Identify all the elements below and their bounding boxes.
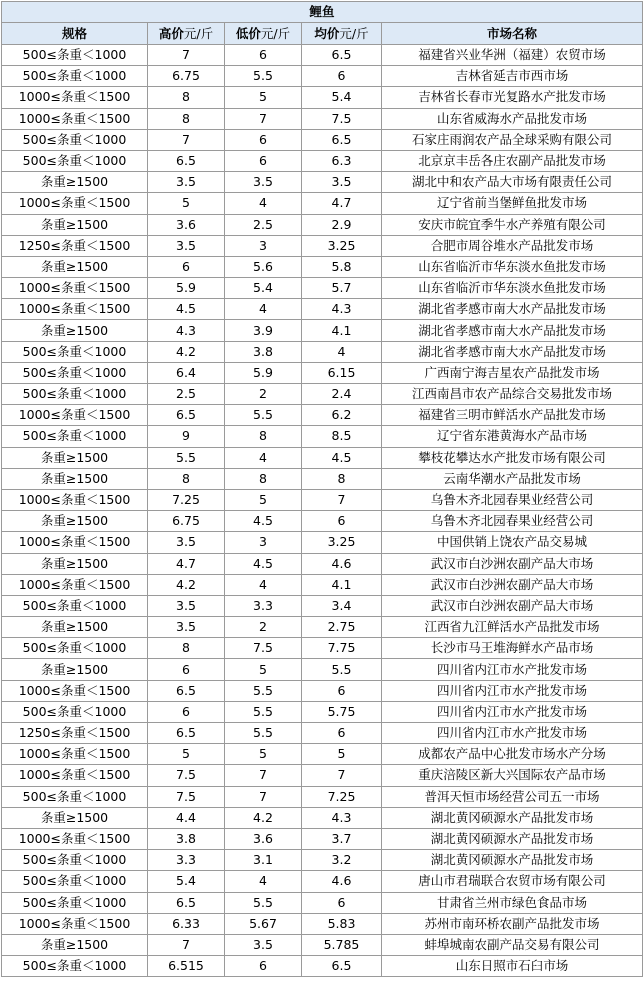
cell-high: 4.2 bbox=[148, 574, 225, 595]
cell-low: 3 bbox=[225, 235, 302, 256]
cell-high: 6.33 bbox=[148, 913, 225, 934]
cell-avg: 4.3 bbox=[302, 299, 382, 320]
cell-avg: 7 bbox=[302, 489, 382, 510]
cell-high: 6.4 bbox=[148, 362, 225, 383]
cell-spec: 500≤条重＜1000 bbox=[2, 66, 148, 87]
cell-market: 湖北省孝感市南大水产品批发市场 bbox=[382, 320, 643, 341]
cell-market: 合肥市周谷堆水产品批发市场 bbox=[382, 235, 643, 256]
table-row bbox=[2, 468, 643, 489]
cell-low: 5.5 bbox=[225, 680, 302, 701]
cell-low: 3.6 bbox=[225, 828, 302, 849]
cell-avg: 4.5 bbox=[302, 447, 382, 468]
cell-low: 4 bbox=[225, 193, 302, 214]
cell-low: 4 bbox=[225, 299, 302, 320]
cell-spec: 500≤条重＜1000 bbox=[2, 362, 148, 383]
cell-low: 3.1 bbox=[225, 850, 302, 871]
cell-market: 重庆涪陵区新大兴国际农产品市场 bbox=[382, 765, 643, 786]
cell-market: 普洱天恒市场经营公司五一市场 bbox=[382, 786, 643, 807]
cell-high: 7 bbox=[148, 934, 225, 955]
cell-spec: 1000≤条重＜1500 bbox=[2, 765, 148, 786]
cell-market: 武汉市白沙洲农副产品大市场 bbox=[382, 553, 643, 574]
cell-low: 4 bbox=[225, 574, 302, 595]
header-low-label: 低价 bbox=[235, 25, 261, 41]
table-row bbox=[2, 956, 643, 977]
cell-avg: 5.75 bbox=[302, 701, 382, 722]
cell-low: 5.4 bbox=[225, 278, 302, 299]
cell-spec: 1000≤条重＜1500 bbox=[2, 299, 148, 320]
cell-avg: 4.1 bbox=[302, 320, 382, 341]
cell-high: 6.5 bbox=[148, 892, 225, 913]
cell-high: 6 bbox=[148, 256, 225, 277]
cell-high: 4.4 bbox=[148, 807, 225, 828]
table-row bbox=[2, 871, 643, 892]
cell-high: 6 bbox=[148, 701, 225, 722]
cell-avg: 5.4 bbox=[302, 87, 382, 108]
cell-market: 四川省内江市水产批发市场 bbox=[382, 701, 643, 722]
cell-spec: 500≤条重＜1000 bbox=[2, 956, 148, 977]
header-market: 市场名称 bbox=[382, 23, 643, 45]
table-row bbox=[2, 87, 643, 108]
cell-high: 3.5 bbox=[148, 235, 225, 256]
table-row bbox=[2, 150, 643, 171]
cell-spec: 500≤条重＜1000 bbox=[2, 595, 148, 616]
cell-high: 3.5 bbox=[148, 172, 225, 193]
table-row bbox=[2, 214, 643, 235]
cell-high: 4.3 bbox=[148, 320, 225, 341]
cell-spec: 500≤条重＜1000 bbox=[2, 45, 148, 66]
cell-market: 辽宁省前当堡鲜鱼批发市场 bbox=[382, 193, 643, 214]
cell-avg: 4.6 bbox=[302, 553, 382, 574]
cell-avg: 6 bbox=[302, 511, 382, 532]
cell-spec: 500≤条重＜1000 bbox=[2, 786, 148, 807]
cell-high: 2.5 bbox=[148, 384, 225, 405]
cell-spec: 500≤条重＜1000 bbox=[2, 638, 148, 659]
cell-spec: 条重≥1500 bbox=[2, 468, 148, 489]
table-row bbox=[2, 320, 643, 341]
cell-high: 6.5 bbox=[148, 680, 225, 701]
cell-avg: 6.5 bbox=[302, 45, 382, 66]
cell-low: 3.3 bbox=[225, 595, 302, 616]
cell-market: 云南华潮水产品批发市场 bbox=[382, 468, 643, 489]
cell-market: 安庆市皖宜季牛水产养殖有限公司 bbox=[382, 214, 643, 235]
cell-market: 四川省内江市水产批发市场 bbox=[382, 680, 643, 701]
table-row bbox=[2, 574, 643, 595]
cell-spec: 1000≤条重＜1500 bbox=[2, 87, 148, 108]
cell-spec: 1000≤条重＜1500 bbox=[2, 532, 148, 553]
table-row bbox=[2, 66, 643, 87]
table-row bbox=[2, 723, 643, 744]
header-high bbox=[148, 23, 225, 45]
header-high-label: 高价 bbox=[158, 25, 184, 41]
cell-low: 8 bbox=[225, 426, 302, 447]
cell-high: 6.5 bbox=[148, 405, 225, 426]
cell-avg: 6 bbox=[302, 723, 382, 744]
cell-spec: 500≤条重＜1000 bbox=[2, 701, 148, 722]
cell-avg: 4.6 bbox=[302, 871, 382, 892]
cell-high: 3.6 bbox=[148, 214, 225, 235]
cell-high: 5.4 bbox=[148, 871, 225, 892]
cell-high: 8 bbox=[148, 638, 225, 659]
table-row bbox=[2, 786, 643, 807]
header-avg bbox=[302, 23, 382, 45]
cell-market: 甘肃省兰州市绿色食品市场 bbox=[382, 892, 643, 913]
cell-low: 4.5 bbox=[225, 511, 302, 532]
cell-high: 4.7 bbox=[148, 553, 225, 574]
cell-high: 4.2 bbox=[148, 341, 225, 362]
cell-spec: 条重≥1500 bbox=[2, 172, 148, 193]
cell-market: 吉林省长春市光复路水产批发市场 bbox=[382, 87, 643, 108]
cell-spec: 条重≥1500 bbox=[2, 553, 148, 574]
cell-market: 湖北黄冈硕源水产品批发市场 bbox=[382, 850, 643, 871]
cell-high: 3.5 bbox=[148, 617, 225, 638]
cell-spec: 1000≤条重＜1500 bbox=[2, 680, 148, 701]
cell-avg: 4.3 bbox=[302, 807, 382, 828]
table-row bbox=[2, 828, 643, 849]
cell-avg: 6.15 bbox=[302, 362, 382, 383]
table-row bbox=[2, 426, 643, 447]
cell-market: 辽宁省东港黄海水产品市场 bbox=[382, 426, 643, 447]
cell-spec: 1000≤条重＜1500 bbox=[2, 108, 148, 129]
cell-market: 苏州市南环桥农副产品批发市场 bbox=[382, 913, 643, 934]
cell-low: 6 bbox=[225, 45, 302, 66]
cell-low: 5 bbox=[225, 489, 302, 510]
cell-avg: 6.2 bbox=[302, 405, 382, 426]
cell-market: 中国供销上饶农产品交易城 bbox=[382, 532, 643, 553]
table-row bbox=[2, 129, 643, 150]
table-row bbox=[2, 595, 643, 616]
cell-low: 5.5 bbox=[225, 701, 302, 722]
cell-market: 山东日照市石臼市场 bbox=[382, 956, 643, 977]
cell-avg: 6 bbox=[302, 66, 382, 87]
cell-low: 5 bbox=[225, 659, 302, 680]
cell-spec: 500≤条重＜1000 bbox=[2, 384, 148, 405]
cell-spec: 1000≤条重＜1500 bbox=[2, 744, 148, 765]
cell-avg: 2.9 bbox=[302, 214, 382, 235]
cell-spec: 条重≥1500 bbox=[2, 617, 148, 638]
cell-spec: 1000≤条重＜1500 bbox=[2, 278, 148, 299]
cell-low: 6 bbox=[225, 956, 302, 977]
cell-market: 攀枝花攀达水产批发市场有限公司 bbox=[382, 447, 643, 468]
cell-low: 5.5 bbox=[225, 723, 302, 744]
cell-low: 3.5 bbox=[225, 172, 302, 193]
cell-high: 8 bbox=[148, 108, 225, 129]
cell-spec: 500≤条重＜1000 bbox=[2, 426, 148, 447]
cell-high: 5 bbox=[148, 193, 225, 214]
cell-avg: 7 bbox=[302, 765, 382, 786]
cell-low: 6 bbox=[225, 129, 302, 150]
cell-spec: 1000≤条重＜1500 bbox=[2, 828, 148, 849]
cell-spec: 条重≥1500 bbox=[2, 934, 148, 955]
table-row bbox=[2, 405, 643, 426]
cell-spec: 条重≥1500 bbox=[2, 447, 148, 468]
cell-market: 湖北黄冈硕源水产品批发市场 bbox=[382, 807, 643, 828]
cell-high: 8 bbox=[148, 468, 225, 489]
cell-avg: 2.4 bbox=[302, 384, 382, 405]
cell-market: 乌鲁木齐北园春果业经营公司 bbox=[382, 489, 643, 510]
table-row bbox=[2, 934, 643, 955]
cell-market: 长沙市马王堆海鲜水产品市场 bbox=[382, 638, 643, 659]
table-row bbox=[2, 172, 643, 193]
cell-low: 8 bbox=[225, 468, 302, 489]
header-avg-unit: 元/斤 bbox=[339, 25, 369, 41]
cell-low: 5 bbox=[225, 87, 302, 108]
cell-avg: 3.25 bbox=[302, 532, 382, 553]
cell-high: 6.5 bbox=[148, 150, 225, 171]
cell-low: 7.5 bbox=[225, 638, 302, 659]
cell-low: 3.5 bbox=[225, 934, 302, 955]
cell-market: 武汉市白沙洲农副产品大市场 bbox=[382, 574, 643, 595]
cell-avg: 6.5 bbox=[302, 129, 382, 150]
cell-market: 四川省内江市水产批发市场 bbox=[382, 723, 643, 744]
cell-low: 3.9 bbox=[225, 320, 302, 341]
header-low bbox=[225, 23, 302, 45]
cell-low: 4 bbox=[225, 447, 302, 468]
cell-spec: 条重≥1500 bbox=[2, 320, 148, 341]
cell-market: 湖北黄冈硕源水产品批发市场 bbox=[382, 828, 643, 849]
cell-low: 5.5 bbox=[225, 66, 302, 87]
cell-low: 7 bbox=[225, 765, 302, 786]
cell-high: 7 bbox=[148, 45, 225, 66]
table-row bbox=[2, 913, 643, 934]
table-row bbox=[2, 256, 643, 277]
cell-avg: 8.5 bbox=[302, 426, 382, 447]
table-row bbox=[2, 341, 643, 362]
cell-avg: 4.1 bbox=[302, 574, 382, 595]
cell-market: 石家庄雨润农产品全球采购有限公司 bbox=[382, 129, 643, 150]
cell-spec: 1250≤条重＜1500 bbox=[2, 723, 148, 744]
cell-high: 8 bbox=[148, 87, 225, 108]
cell-spec: 500≤条重＜1000 bbox=[2, 341, 148, 362]
cell-avg: 2.75 bbox=[302, 617, 382, 638]
table-title: 鲤鱼 bbox=[2, 2, 643, 23]
table-header-row bbox=[2, 23, 643, 45]
header-high-unit: 元/斤 bbox=[183, 25, 214, 41]
cell-high: 3.5 bbox=[148, 532, 225, 553]
cell-market: 山东省临沂市华东淡水鱼批发市场 bbox=[382, 256, 643, 277]
table-row bbox=[2, 489, 643, 510]
header-low-unit: 元/斤 bbox=[260, 25, 291, 41]
cell-high: 5.9 bbox=[148, 278, 225, 299]
cell-low: 2 bbox=[225, 617, 302, 638]
cell-market: 武汉市白沙洲农副产品大市场 bbox=[382, 595, 643, 616]
cell-market: 福建省三明市鲜活水产品批发市场 bbox=[382, 405, 643, 426]
cell-spec: 500≤条重＜1000 bbox=[2, 892, 148, 913]
cell-spec: 条重≥1500 bbox=[2, 256, 148, 277]
cell-avg: 6.3 bbox=[302, 150, 382, 171]
cell-high: 4.5 bbox=[148, 299, 225, 320]
table-row bbox=[2, 892, 643, 913]
cell-spec: 条重≥1500 bbox=[2, 659, 148, 680]
cell-low: 4.5 bbox=[225, 553, 302, 574]
cell-spec: 1000≤条重＜1500 bbox=[2, 405, 148, 426]
cell-low: 5.67 bbox=[225, 913, 302, 934]
cell-low: 7 bbox=[225, 786, 302, 807]
cell-high: 6 bbox=[148, 659, 225, 680]
cell-avg: 4 bbox=[302, 341, 382, 362]
cell-low: 5.6 bbox=[225, 256, 302, 277]
cell-spec: 1250≤条重＜1500 bbox=[2, 235, 148, 256]
cell-avg: 4.7 bbox=[302, 193, 382, 214]
cell-avg: 6.5 bbox=[302, 956, 382, 977]
cell-avg: 7.25 bbox=[302, 786, 382, 807]
table-row bbox=[2, 765, 643, 786]
cell-avg: 3.4 bbox=[302, 595, 382, 616]
cell-avg: 5.83 bbox=[302, 913, 382, 934]
cell-market: 湖北中和农产品大市场有限责任公司 bbox=[382, 172, 643, 193]
table-row bbox=[2, 617, 643, 638]
cell-avg: 5.785 bbox=[302, 934, 382, 955]
table-row bbox=[2, 278, 643, 299]
cell-low: 4.2 bbox=[225, 807, 302, 828]
cell-high: 5.5 bbox=[148, 447, 225, 468]
cell-avg: 7.5 bbox=[302, 108, 382, 129]
table-body bbox=[2, 45, 643, 977]
table-row bbox=[2, 384, 643, 405]
cell-low: 5.9 bbox=[225, 362, 302, 383]
table-row bbox=[2, 511, 643, 532]
cell-avg: 5 bbox=[302, 744, 382, 765]
cell-low: 3 bbox=[225, 532, 302, 553]
table-row bbox=[2, 362, 643, 383]
cell-market: 四川省内江市水产批发市场 bbox=[382, 659, 643, 680]
cell-spec: 500≤条重＜1000 bbox=[2, 871, 148, 892]
cell-spec: 1000≤条重＜1500 bbox=[2, 193, 148, 214]
table-row bbox=[2, 193, 643, 214]
table-title-row bbox=[2, 2, 643, 23]
cell-market: 福建省兴业华洲（福建）农贸市场 bbox=[382, 45, 643, 66]
cell-avg: 3.2 bbox=[302, 850, 382, 871]
cell-spec: 条重≥1500 bbox=[2, 214, 148, 235]
cell-high: 3.5 bbox=[148, 595, 225, 616]
table-row bbox=[2, 659, 643, 680]
cell-market: 成都农产品中心批发市场水产分场 bbox=[382, 744, 643, 765]
table-row bbox=[2, 680, 643, 701]
table-row bbox=[2, 532, 643, 553]
header-avg-label: 均价 bbox=[314, 25, 340, 41]
cell-market: 山东省临沂市华东淡水鱼批发市场 bbox=[382, 278, 643, 299]
cell-avg: 7.75 bbox=[302, 638, 382, 659]
cell-market: 湖北省孝感市南大水产品批发市场 bbox=[382, 341, 643, 362]
table-row bbox=[2, 108, 643, 129]
cell-market: 江西省九江鲜活水产品批发市场 bbox=[382, 617, 643, 638]
cell-spec: 500≤条重＜1000 bbox=[2, 850, 148, 871]
cell-market: 江西南昌市农产品综合交易批发市场 bbox=[382, 384, 643, 405]
table-row bbox=[2, 235, 643, 256]
cell-market: 广西南宁海吉星农产品批发市场 bbox=[382, 362, 643, 383]
table-row bbox=[2, 701, 643, 722]
table-row bbox=[2, 807, 643, 828]
table-row bbox=[2, 45, 643, 66]
cell-avg: 5.7 bbox=[302, 278, 382, 299]
cell-high: 3.8 bbox=[148, 828, 225, 849]
cell-low: 2.5 bbox=[225, 214, 302, 235]
cell-avg: 3.5 bbox=[302, 172, 382, 193]
cell-market: 蚌埠城南农副产品交易有限公司 bbox=[382, 934, 643, 955]
cell-spec: 500≤条重＜1000 bbox=[2, 150, 148, 171]
cell-high: 6.5 bbox=[148, 723, 225, 744]
cell-avg: 8 bbox=[302, 468, 382, 489]
cell-low: 2 bbox=[225, 384, 302, 405]
cell-high: 7.25 bbox=[148, 489, 225, 510]
cell-high: 3.3 bbox=[148, 850, 225, 871]
cell-spec: 1000≤条重＜1500 bbox=[2, 913, 148, 934]
table-row bbox=[2, 447, 643, 468]
cell-low: 7 bbox=[225, 108, 302, 129]
table-row bbox=[2, 299, 643, 320]
cell-high: 6.75 bbox=[148, 511, 225, 532]
cell-market: 湖北省孝感市南大水产品批发市场 bbox=[382, 299, 643, 320]
table-row bbox=[2, 553, 643, 574]
cell-market: 山东省威海水产品批发市场 bbox=[382, 108, 643, 129]
cell-avg: 5.5 bbox=[302, 659, 382, 680]
cell-low: 5.5 bbox=[225, 892, 302, 913]
cell-low: 6 bbox=[225, 150, 302, 171]
cell-spec: 1000≤条重＜1500 bbox=[2, 489, 148, 510]
cell-high: 7.5 bbox=[148, 786, 225, 807]
table-row bbox=[2, 744, 643, 765]
price-table bbox=[1, 1, 643, 977]
cell-high: 5 bbox=[148, 744, 225, 765]
cell-high: 7.5 bbox=[148, 765, 225, 786]
cell-avg: 6 bbox=[302, 680, 382, 701]
cell-market: 吉林省延吉市西市场 bbox=[382, 66, 643, 87]
cell-market: 乌鲁木齐北园春果业经营公司 bbox=[382, 511, 643, 532]
cell-low: 3.8 bbox=[225, 341, 302, 362]
table-row bbox=[2, 850, 643, 871]
cell-low: 4 bbox=[225, 871, 302, 892]
cell-high: 7 bbox=[148, 129, 225, 150]
cell-high: 9 bbox=[148, 426, 225, 447]
cell-spec: 条重≥1500 bbox=[2, 807, 148, 828]
cell-low: 5.5 bbox=[225, 405, 302, 426]
cell-high: 6.75 bbox=[148, 66, 225, 87]
cell-spec: 500≤条重＜1000 bbox=[2, 129, 148, 150]
cell-market: 北京京丰岳各庄农副产品批发市场 bbox=[382, 150, 643, 171]
cell-avg: 6 bbox=[302, 892, 382, 913]
table-row bbox=[2, 638, 643, 659]
cell-avg: 3.25 bbox=[302, 235, 382, 256]
cell-high: 6.515 bbox=[148, 956, 225, 977]
cell-market: 唐山市君瑞联合农贸市场有限公司 bbox=[382, 871, 643, 892]
cell-avg: 5.8 bbox=[302, 256, 382, 277]
cell-avg: 3.7 bbox=[302, 828, 382, 849]
header-spec: 规格 bbox=[2, 23, 148, 45]
cell-spec: 条重≥1500 bbox=[2, 511, 148, 532]
cell-spec: 1000≤条重＜1500 bbox=[2, 574, 148, 595]
cell-low: 5 bbox=[225, 744, 302, 765]
